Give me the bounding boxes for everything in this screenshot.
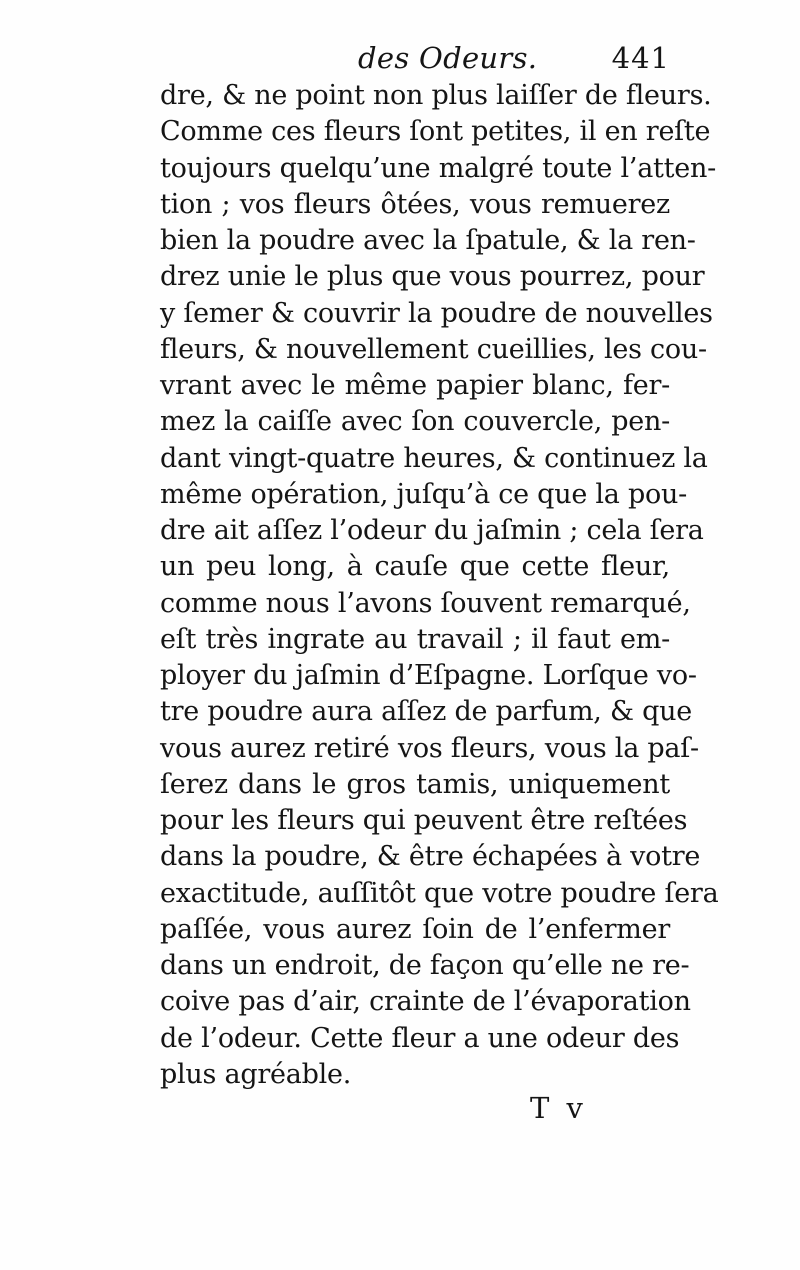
- text-line: un peu long, à cauſe que cette fleur,: [160, 551, 670, 583]
- text-line: dans un endroit, de façon qu’elle ne re-: [160, 950, 690, 981]
- body-text: [160, 78, 719, 1093]
- text-line: ſerez dans le gros tamis, uniquement: [160, 768, 670, 800]
- text-line: tre poudre aura aſſez de parfum, & que: [160, 696, 692, 728]
- text-line: dans la poudre, & être échapées à votre: [160, 841, 701, 873]
- text-line: paſſée, vous aurez ſoin de l’enfermer: [160, 913, 670, 945]
- text-line: fleurs, & nouvellement cueillies, les cou-: [160, 333, 707, 365]
- text-line: eſt très ingrate au travail ; il faut em-: [160, 623, 670, 655]
- text-line: mez la caiſſe avec ſon couvercle, pen-: [160, 406, 670, 438]
- text-line: comme nous l’avons ſouvent remarqué,: [160, 587, 691, 619]
- text-line: drez unie le plus que vous pourrez, pour: [160, 261, 705, 293]
- text-line: de l’odeur. Cette fleur a une odeur des: [160, 1022, 680, 1054]
- text-line-last: plus agréable.: [160, 1058, 352, 1090]
- text-line: vous aurez retiré vos fleurs, vous la paſ-: [160, 732, 699, 764]
- text-line: même opération, juſqu’à ce que la pou-: [160, 478, 688, 510]
- text-line: Comme ces fleurs ſont petites, il en reſte: [160, 116, 711, 148]
- text-line: toujours quelqu’une malgré toute l’atten-: [160, 152, 716, 184]
- text-line: ployer du jaſmin d’Eſpagne. Lorſque vo-: [160, 660, 697, 691]
- signature-mark: T v: [530, 1091, 587, 1125]
- text-line: coive pas d’air, crainte de l’évaporation: [160, 986, 691, 1018]
- running-head: [160, 38, 670, 78]
- running-title: des Odeurs.: [358, 41, 538, 75]
- text-line: exactitude, auſſitôt que votre poudre ſera: [160, 877, 719, 909]
- text-line: y ſemer & couvrir la poudre de nouvelles: [160, 297, 713, 329]
- text-line: dre ait aſſez l’odeur du jaſmin ; cela ſera: [160, 515, 704, 546]
- text-line: pour les fleurs qui peuvent être reſtées: [160, 805, 688, 836]
- text-line: tion ; vos fleurs ôtées, vous remuerez: [160, 188, 670, 220]
- text-line: vrant avec le même papier blanc, fer-: [160, 370, 670, 401]
- page-number: 441: [611, 41, 670, 75]
- text-line: bien la poudre avec la ſpatule, & la ren-: [160, 225, 696, 256]
- text-line: dre, & ne point non plus laiſſer de fleurs.: [160, 80, 712, 111]
- text-line: dant vingt-quatre heures, & continuez la: [160, 442, 708, 474]
